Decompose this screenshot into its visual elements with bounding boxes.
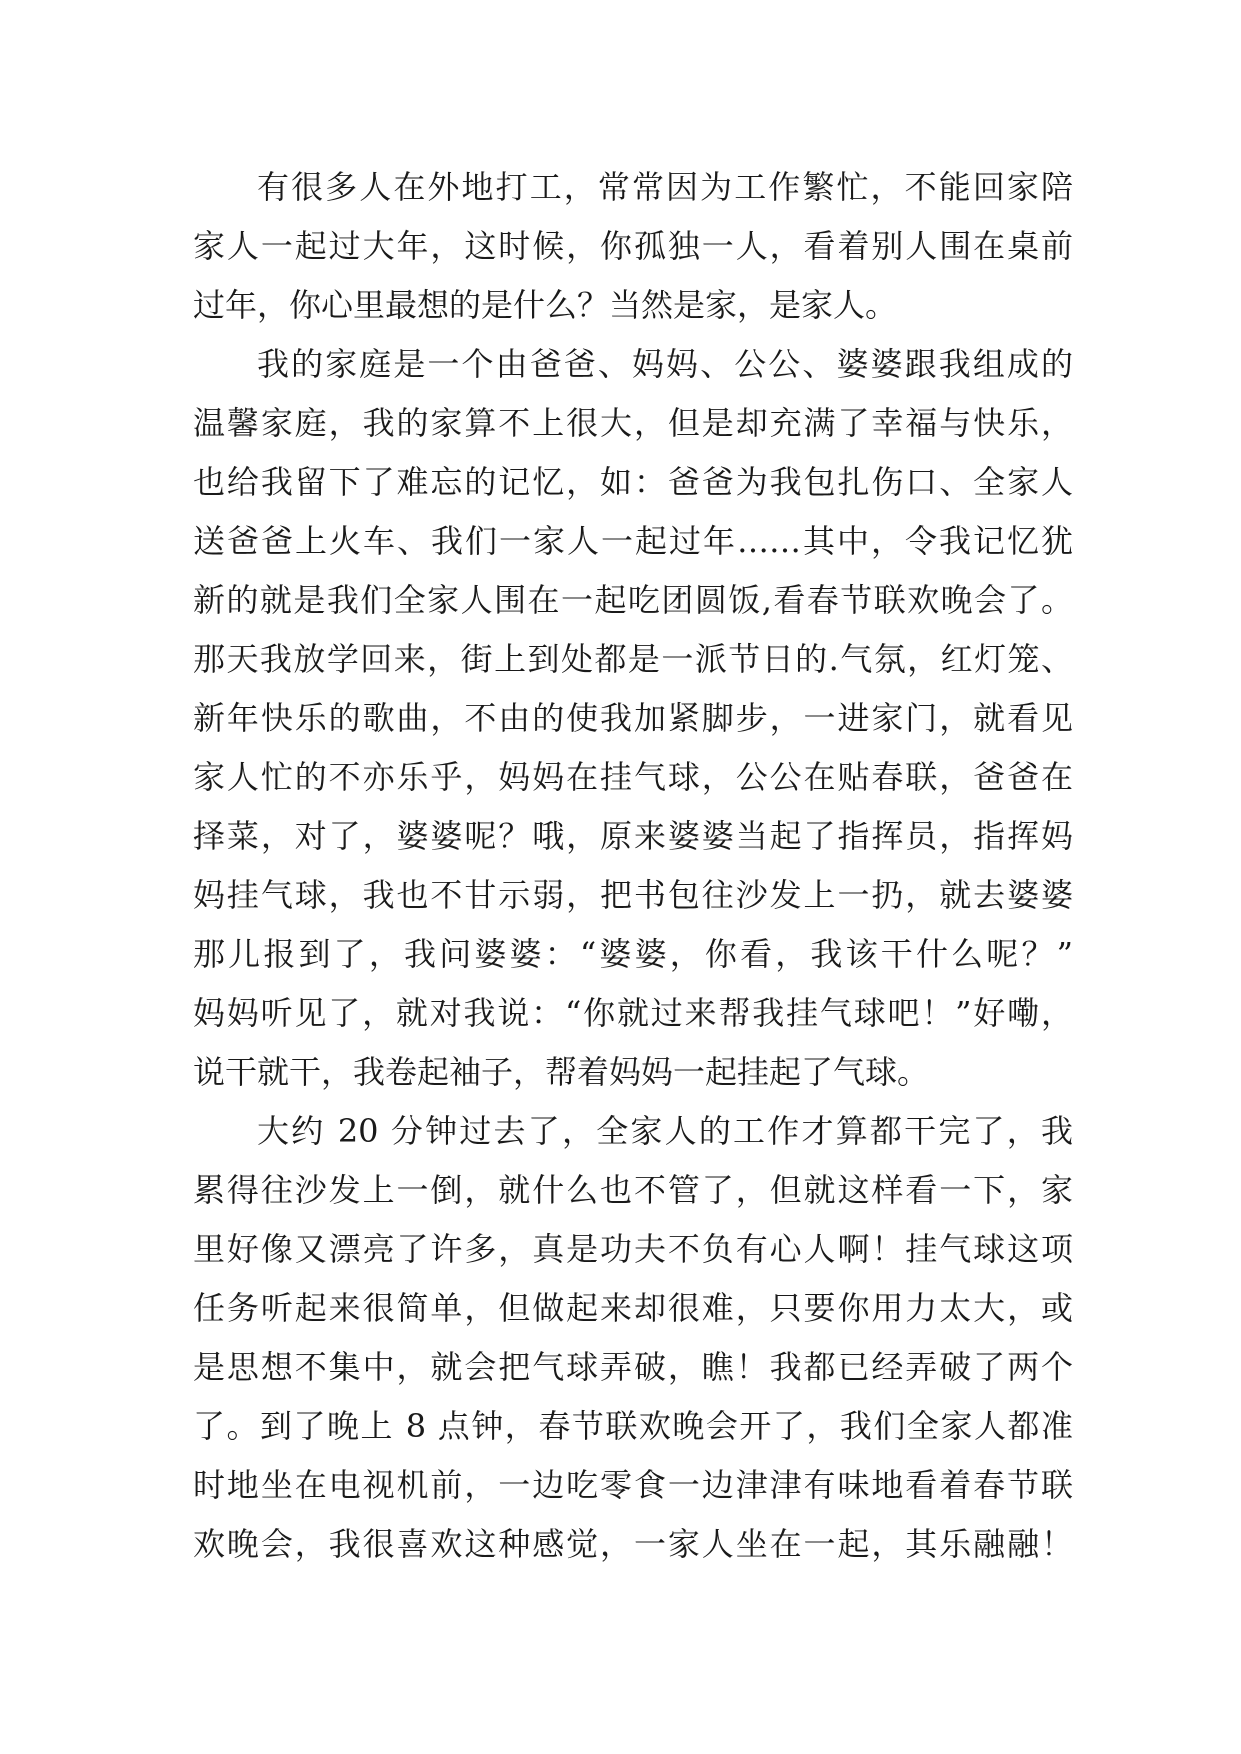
paragraph-3-line-1: 大约 20 分钟过去了，全家人的工作才算都干完了，我 <box>257 1112 1073 1150</box>
paragraph-2-line-12: 妈妈听见了，就对我说：“你就过来帮我挂气球吧！”好嘞， <box>193 994 1073 1032</box>
paragraph-2-line-1: 我的家庭是一个由爸爸、妈妈、公公、婆婆跟我组成的 <box>257 345 1073 383</box>
paragraph-2-line-3: 也给我留下了难忘的记忆，如：爸爸为我包扎伤口、全家人 <box>193 463 1073 501</box>
paragraph-3-line-6: 了。到了晚上 8 点钟，春节联欢晚会开了，我们全家人都准 <box>193 1407 1073 1445</box>
paragraph-3-line-4: 任务听起来很简单，但做起来却很难，只要你用力太大，或 <box>193 1289 1073 1327</box>
paragraph-3-line-8: 欢晚会，我很喜欢这种感觉，一家人坐在一起，其乐融融！ <box>193 1525 1073 1563</box>
paragraph-1-line-1: 有很多人在外地打工，常常因为工作繁忙，不能回家陪 <box>257 168 1073 206</box>
paragraph-2-line-2: 温馨家庭，我的家算不上很大，但是却充满了幸福与快乐， <box>193 404 1073 442</box>
essay-body <box>193 158 1073 1574</box>
paragraph-2-line-9: 择菜，对了，婆婆呢？哦，原来婆婆当起了指挥员，指挥妈 <box>193 817 1073 855</box>
paragraph-2-line-7: 新年快乐的歌曲，不由的使我加紧脚步，一进家门，就看见 <box>193 699 1073 737</box>
paragraph-2-line-6: 那天我放学回来，街上到处都是一派节日的.气氛，红灯笼、 <box>193 640 1073 678</box>
paragraph-2-line-5: 新的就是我们全家人围在一起吃团圆饭,看春节联欢晚会了。 <box>193 581 1073 619</box>
paragraph-2-line-13: 说干就干，我卷起袖子，帮着妈妈一起挂起了气球。 <box>193 1053 930 1091</box>
paragraph-2-line-10: 妈挂气球，我也不甘示弱，把书包往沙发上一扔，就去婆婆 <box>193 876 1073 914</box>
paragraph-3-line-7: 时地坐在电视机前，一边吃零食一边津津有味地看着春节联 <box>193 1466 1073 1504</box>
paragraph-2-line-11: 那儿报到了，我问婆婆：“婆婆，你看，我该干什么呢？” <box>193 935 1073 973</box>
paragraph-2-line-4: 送爸爸上火车、我们一家人一起过年……其中，令我记忆犹 <box>193 522 1073 560</box>
paragraph-3-line-3: 里好像又漂亮了许多，真是功夫不负有心人啊！挂气球这项 <box>193 1230 1073 1268</box>
paragraph-2-line-8: 家人忙的不亦乐乎，妈妈在挂气球，公公在贴春联，爸爸在 <box>193 758 1073 796</box>
paragraph-1-line-2: 家人一起过大年，这时候，你孤独一人，看着别人围在桌前 <box>193 227 1073 265</box>
paragraph-3-line-5: 是思想不集中，就会把气球弄破，瞧！我都已经弄破了两个 <box>193 1348 1073 1386</box>
paragraph-3-line-2: 累得往沙发上一倒，就什么也不管了，但就这样看一下，家 <box>193 1171 1073 1209</box>
paragraph-1-line-3: 过年，你心里最想的是什么？当然是家，是家人。 <box>193 286 898 324</box>
